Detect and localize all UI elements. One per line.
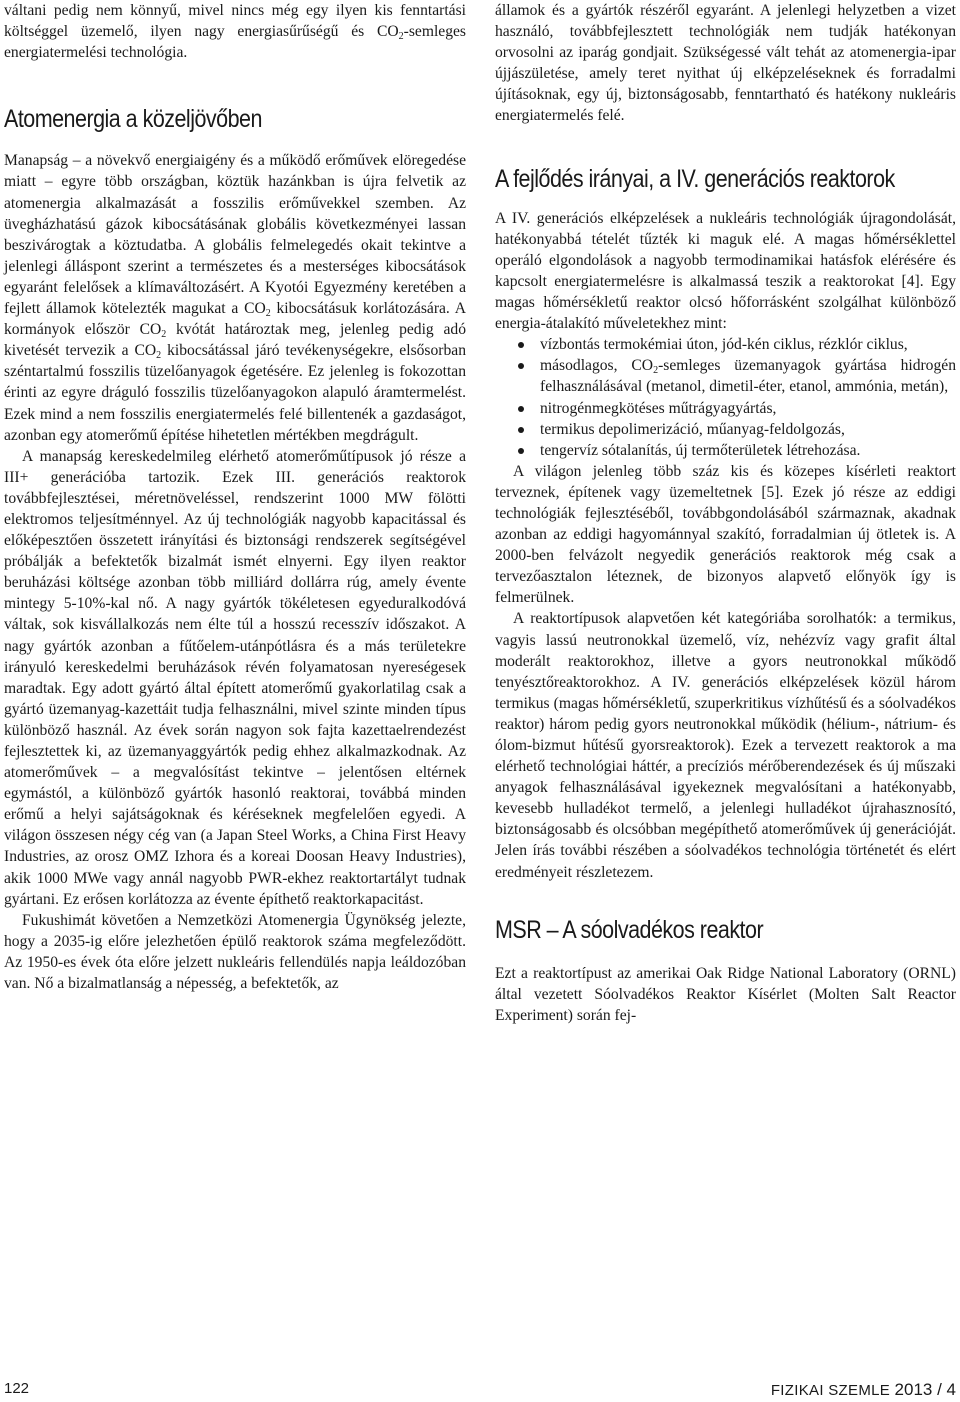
body-paragraph: A világon jelenleg több száz kis és közepes kísérleti reaktort terveznek, építenek vagy üzemeltetnek [5]. Ezek jó része az eddigi technológiák fejlesztéséből, továbbgondolásából származnak, akadnak azonban az eddigi hagyománnyal szakító, forradalmian új ötletek is. A 2000-ben felvázolt negyedik generációs reaktorok még csak a tervezőasztalon léteznek, de bizonyos alapvető előnyök így is felmerülnek. bbox=[495, 462, 956, 607]
subscript: 2 bbox=[265, 308, 271, 320]
text-span: nitrogénmegkötéses műtrágyagyártás, bbox=[540, 399, 777, 417]
text-span: másodlagos, CO bbox=[540, 357, 654, 375]
list-item bbox=[495, 440, 956, 461]
body-paragraph: államok és a gyártók részéről egyaránt. A jelenlegi helyzetben a vizet használó, továbbfejlesztett technológiák nem tudják hatékonyan orvosolni az iparág gondjait. Szükségessé vált tehát az atomenergia-ipar újjászületése, amely teret nyithat új elképzeléseknek és forradalmi újításoknak, egy új, biztonságosabb, fenntartható és hatékony nukleáris energiatermelés felé. bbox=[495, 2, 956, 125]
subscript: 2 bbox=[156, 350, 162, 362]
text-span: tengervíz sótalanítás, új termőterületek létrehozása. bbox=[540, 441, 861, 459]
list-item bbox=[495, 334, 956, 355]
list-item bbox=[495, 398, 956, 419]
text-span: termikus depolimerizáció, műanyag-feldolgozás, bbox=[540, 420, 845, 438]
page-number: 122 bbox=[4, 1380, 30, 1397]
section-heading: A fejlődés irányai, a IV. generációs reaktorok bbox=[495, 164, 895, 193]
body-paragraph: A IV. generációs elképzelések a nukleáris technológiák újragondolását, hatékonyabbá tételét tűzték ki maguk elé. A magas hőmérséklettel operáló elgondolások a nagyobb termodinamikai hatásfok elérésére és kapcsolt energiatermelésre is alkalmassá teszik a reaktorokat [4]. Egy magas hőmérsékletű reaktor olcsó hőforrásként szolgálhat különböző energia-átalakító műveletekhez mint: bbox=[495, 209, 956, 333]
body-paragraph: Fukushimát követően a Nemzetközi Atomenergia Ügynökség jelezte, hogy a 2035-ig előre jelezhetően épülő reaktorok száma megfeleződött. Az 1950-es évek óta előre jelzett nukleáris fellendülés napja leáldozóban van. Nő a bizalmatlanság a népesség, a befektetők, az bbox=[4, 911, 466, 993]
subscript: 2 bbox=[161, 329, 167, 341]
bullet-list bbox=[495, 334, 956, 461]
text-span: Manapság – a növekvő energiaigény és a működő erőművek elöregedése miatt – egyre több országban, köztük hazánkban is újra felvetik az atomenergia alkalmazását a fosszilis erőművekkel szemben. Az üvegházhatású gázok kibocsátásának globális következményei lassan beszivárogtak a köztudatba. A globális felmelegedés okait tekintve a jelenlegi álláspont szerint a természetes és a mesterséges kibocsátások egyaránt felelősek a klímaváltozásért. A Kyotói Egyezmény keretében a fejlett államok kötelezték magukat a CO bbox=[4, 152, 466, 318]
text-span: -semleges energiatermelési technológia. bbox=[4, 23, 466, 62]
text-span: kvótát határoztak meg, jelenleg pedig adó kivetését tervezik a CO bbox=[4, 321, 467, 360]
journal-issue: 2013 / 4 bbox=[894, 1380, 956, 1399]
text-span: kibocsátással járó tevékenységekre, elsősorban széntartalmú fosszilis tüzelőanyagok égetésére. Ez jelenleg is fokozottan érinti az egyre dráguló fosszilis tüzelőanyagokon alapuló áramtermelést. Ezek mind a nem fosszilis energiatermelés felé billentenék a gazdaságot, azonban egy atomerőmű építése hihetetlen mértékben megdrágult. bbox=[4, 342, 467, 444]
intro-paragraph bbox=[4, 0, 466, 63]
body-paragraph bbox=[4, 150, 466, 445]
left-column bbox=[4, 0, 466, 994]
section-heading: MSR – A sóolvadékos reaktor bbox=[495, 915, 764, 944]
text-span: vízbontás termokémiai úton, jód-kén ciklus, rézklór ciklus, bbox=[540, 336, 908, 354]
text-span: kibocsátásuk korlátozására. A kormányok először CO bbox=[4, 300, 466, 339]
section-heading: Atomenergia a közeljövőben bbox=[4, 105, 262, 134]
text-span: váltani pedig nem könnyű, mivel nincs még egy ilyen kis fenntartási költséggel üzemelő, ilyen nagy energiasűrűségű és CO bbox=[4, 2, 466, 41]
body-paragraph: A manapság kereskedelmileg elérhető atomerőműtípusok jó része a III+ generációba tartozik. Ezek III. generációs reaktorok továbbfejlesztései, méretnöveléssel, rendszerint 1000 MW fölötti elektromos teljesítménnyel. Az új technológiák nagyobb kapacitással és előképesztően összetett irányítási és biztonsági rendszerek segítségével próbálják a befektetők bizalmát ismét elnyerni. Egy ilyen reaktor beruházási költsége azonban több milliárd dollárra rúg, amely évente mintegy 5-10%-kal nő. A nagy gyártók tökéletesen egyeduralkodóvá váltak, sok kisvállalkozás nem élte túl a hosszú recesszív időszakot. A nagy gyártók azonban a fűtőelem-utánpótlásra és a más területekre irányuló kereskedelmi beruházások révén folyamatosan nyereségesek maradtak. Egy adott gyártó által épített atomerőmű gyakorlatilag csak a gyártó üzemanyag-kazettáit tudja felhasználni, mivel szinte minden típus különböző használ. Az évek során nagyon sok fajta kazettaelrendezést fejlesztettek ki, az üzemanyaggyártók pedig ehhez alkalmazkodnak. Az atomerőművek – a megvalósítást tekintve – jelentősen eltérnek egymástól, a különböző gyártók hasonló reaktorai, továbbá minden erőmű a helyi sajátságoknak és kéréseknek megfelelően egyedi. A világon összesen négy cég van (a Japan Steel Works, a China First Heavy Industries, az orosz OMZ Izhora és a koreai Doosan Heavy Industries), akik 1000 MWe vagy annál nagyobb PWR-ekhez reaktortartályt tudnak gyártani. Ez erősen korlátozza az évente építhető reaktorkapacitást. bbox=[4, 447, 466, 908]
body-paragraph: Ezt a reaktortípust az amerikai Oak Ridge National Laboratory (ORNL) által vezetett Sóolvadékos Reaktor Kísérlet (Molten Salt Reactor Experiment) során fej- bbox=[495, 964, 956, 1024]
text-span: -semleges üzemanyagok gyártása hidrogén felhasználásával (metanol, dimetil-éter, etanol, ammónia, metán), bbox=[540, 357, 956, 396]
list-item bbox=[495, 419, 956, 440]
subscript: 2 bbox=[398, 31, 404, 43]
list-item bbox=[495, 355, 956, 397]
journal-footer bbox=[771, 1380, 956, 1400]
right-column bbox=[495, 0, 956, 1026]
body-paragraph: A reaktortípusok alapvetően két kategóriába sorolhatók: a termikus, vagyis lassú neutronokkal üzemelő, víz, nehézvíz vagy grafit által moderált reaktorokhoz, illetve a gyors neutronokkal működő tenyésztőreaktorokhoz. A IV. generációs elképzelések közül három termikus (magas hőmérsékletű, szuperkritikus vízhűtésű és a sóolvadékos reaktor) három pedig gyors neutronokkal működik (hélium-, nátrium- és ólom-bizmut hűtésű gyorsreaktorok). Ezek a tervezett reaktorok a ma elérhető technológiai háttér, a precíziós mérőberendezések és új műszaki anyagok felhasználásával igyekeznek megvalósítani a hatékonyabb, kevesebb hulladékot termelő, a jelenlegi hulladékot újrahasznosító, biztonságosabb és olcsóbban megépíthető atomerőművek új generációját. Jelen írás további részében a sóolvadékos technológia történetét és elért eredményeit részletezem. bbox=[495, 610, 956, 881]
journal-name: FIZIKAI SZEMLE bbox=[770, 1382, 891, 1399]
subscript: 2 bbox=[653, 365, 659, 377]
